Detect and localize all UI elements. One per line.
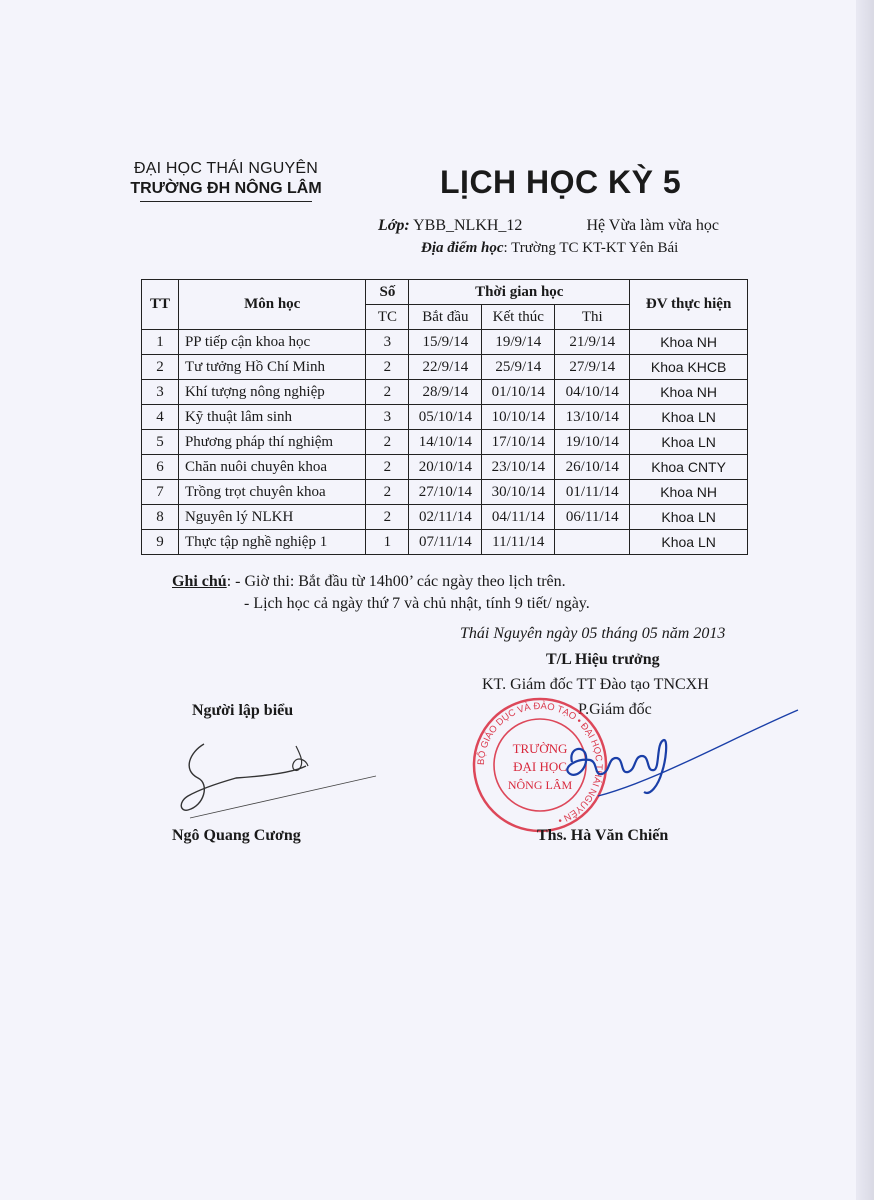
cell-end: 25/9/14 (482, 355, 555, 380)
cell-credits: 2 (366, 355, 409, 380)
cell-unit: Khoa LN (630, 530, 748, 555)
cell-exam: 27/9/14 (555, 355, 630, 380)
note-label: Ghi chú (172, 573, 227, 590)
cell-subject: Trồng trọt chuyên khoa (178, 480, 366, 505)
cell-end: 04/11/14 (482, 505, 555, 530)
class-line (378, 217, 719, 235)
table-row (142, 330, 748, 355)
issuer-block (112, 160, 340, 202)
header-unit: ĐV thực hiện (630, 280, 748, 330)
cell-start: 02/11/14 (409, 505, 482, 530)
cell-subject: Phương pháp thí nghiệm (178, 430, 366, 455)
cell-start: 27/10/14 (409, 480, 482, 505)
schedule-body (142, 330, 748, 555)
cell-tt: 2 (142, 355, 179, 380)
preparer-name: Ngô Quang Cương (172, 827, 301, 844)
cell-unit: Khoa LN (630, 430, 748, 455)
table-row (142, 380, 748, 405)
school-underline (140, 201, 312, 202)
cell-exam: 04/10/14 (555, 380, 630, 405)
cell-credits: 3 (366, 330, 409, 355)
cell-exam: 06/11/14 (555, 505, 630, 530)
signer-title-2: KT. Giám đốc TT Đào tạo TNCXH (482, 676, 709, 693)
cell-credits: 2 (366, 480, 409, 505)
cell-tt: 9 (142, 530, 179, 555)
cell-tt: 5 (142, 430, 179, 455)
signer-title-1: T/L Hiệu trưởng (546, 651, 660, 668)
header-credits: Số (366, 280, 409, 305)
header-subject: Môn học (178, 280, 366, 330)
cell-start: 20/10/14 (409, 455, 482, 480)
cell-unit: Khoa LN (630, 505, 748, 530)
cell-unit: Khoa NH (630, 480, 748, 505)
signer-title-3: P.Giám đốc (578, 701, 652, 718)
cell-end: 01/10/14 (482, 380, 555, 405)
cell-end: 17/10/14 (482, 430, 555, 455)
place-line (421, 240, 678, 257)
seal-line-3: NÔNG LÂM (507, 778, 573, 792)
school-name: TRƯỜNG ĐH NÔNG LÂM (130, 180, 322, 197)
date-line: Thái Nguyên ngày 05 tháng 05 năm 2013 (460, 625, 726, 642)
cell-unit: Khoa NH (630, 330, 748, 355)
cell-subject: Khí tượng nông nghiệp (178, 380, 366, 405)
cell-end: 23/10/14 (482, 455, 555, 480)
header-end: Kết thúc (482, 305, 555, 330)
cell-start: 15/9/14 (409, 330, 482, 355)
place-label: Địa điểm học (421, 240, 504, 256)
cell-credits: 2 (366, 505, 409, 530)
cell-unit: Khoa CNTY (630, 455, 748, 480)
cell-tt: 8 (142, 505, 179, 530)
cell-tt: 4 (142, 405, 179, 430)
note-line-2: - Lịch học cả ngày thứ 7 và chủ nhật, tính 9 tiết/ ngày. (244, 595, 590, 612)
table-row (142, 430, 748, 455)
document-title: LỊCH HỌC KỲ 5 (440, 164, 682, 200)
table-row (142, 480, 748, 505)
table-row (142, 405, 748, 430)
class-value: YBB_NLKH_12 (413, 217, 523, 234)
cell-start: 07/11/14 (409, 530, 482, 555)
cell-credits: 2 (366, 430, 409, 455)
note-line-1 (172, 573, 590, 591)
cell-credits: 1 (366, 530, 409, 555)
cell-end: 30/10/14 (482, 480, 555, 505)
cell-credits: 2 (366, 455, 409, 480)
cell-credits: 2 (366, 380, 409, 405)
signer-name: Ths. Hà Văn Chiến (537, 827, 669, 844)
cell-exam: 19/10/14 (555, 430, 630, 455)
cell-end: 19/9/14 (482, 330, 555, 355)
cell-subject: Tư tưởng Hồ Chí Minh (178, 355, 366, 380)
header-credits-line2: TC (366, 305, 409, 330)
cell-exam: 26/10/14 (555, 455, 630, 480)
cell-start: 22/9/14 (409, 355, 482, 380)
table-row (142, 455, 748, 480)
cell-start: 28/9/14 (409, 380, 482, 405)
note-text-1: : - Giờ thi: Bắt đầu từ 14h00’ các ngày theo lịch trên. (226, 573, 566, 590)
director-signature (528, 700, 808, 810)
cell-subject: Chăn nuôi chuyên khoa (178, 455, 366, 480)
class-label: Lớp: (378, 217, 410, 234)
cell-tt: 6 (142, 455, 179, 480)
header-start: Bắt đầu (409, 305, 482, 330)
cell-tt: 3 (142, 380, 179, 405)
header-tt: TT (142, 280, 179, 330)
cell-tt: 7 (142, 480, 179, 505)
seal-outer-text: BỘ GIÁO DỤC VÀ ĐÀO TẠO • ĐẠI HỌC THÁI NGUYÊN • (475, 700, 605, 826)
table-row (142, 530, 748, 555)
seal-line-1: TRƯỜNG (512, 741, 568, 756)
university-name: ĐẠI HỌC THÁI NGUYÊN (134, 160, 318, 177)
cell-unit: Khoa KHCB (630, 355, 748, 380)
page-edge (856, 0, 874, 1200)
table-row (142, 505, 748, 530)
header-time: Thời gian học (409, 280, 630, 305)
cell-tt: 1 (142, 330, 179, 355)
cell-subject: Thực tập nghề nghiệp 1 (178, 530, 366, 555)
notes-block (172, 573, 590, 613)
schedule-table (141, 279, 748, 555)
header-exam: Thi (555, 305, 630, 330)
cell-start: 14/10/14 (409, 430, 482, 455)
table-row (142, 355, 748, 380)
study-system: Hệ Vừa làm vừa học (586, 217, 719, 234)
cell-exam: 01/11/14 (555, 480, 630, 505)
cell-end: 10/10/14 (482, 405, 555, 430)
cell-unit: Khoa NH (630, 380, 748, 405)
cell-credits: 3 (366, 405, 409, 430)
cell-exam (555, 530, 630, 555)
cell-exam: 13/10/14 (555, 405, 630, 430)
cell-subject: Nguyên lý NLKH (178, 505, 366, 530)
preparer-signature (176, 736, 386, 821)
seal-line-2: ĐẠI HỌC (513, 759, 567, 774)
cell-exam: 21/9/14 (555, 330, 630, 355)
place-value: : Trường TC KT-KT Yên Bái (503, 240, 679, 256)
cell-start: 05/10/14 (409, 405, 482, 430)
cell-subject: PP tiếp cận khoa học (178, 330, 366, 355)
cell-unit: Khoa LN (630, 405, 748, 430)
cell-end: 11/11/14 (482, 530, 555, 555)
preparer-title: Người lập biểu (192, 702, 294, 719)
cell-subject: Kỹ thuật lâm sinh (178, 405, 366, 430)
